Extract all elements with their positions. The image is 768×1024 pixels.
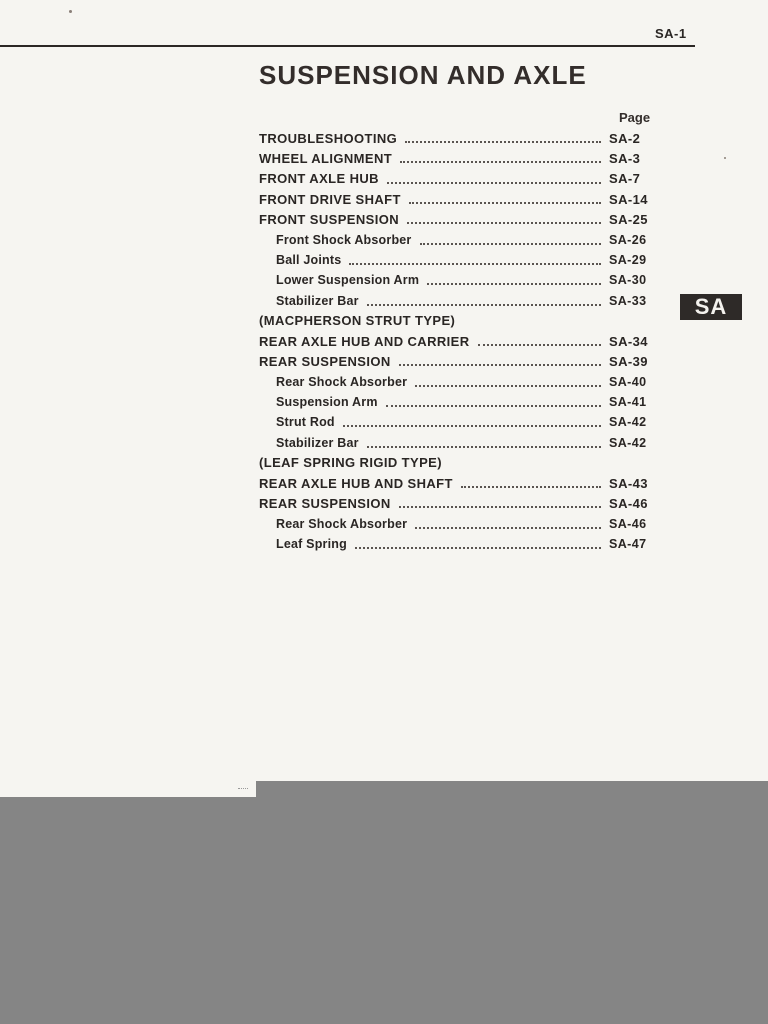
toc-dot-leader bbox=[386, 405, 601, 407]
page-number: SA-1 bbox=[655, 26, 687, 41]
toc-entry-page: SA-43 bbox=[609, 475, 648, 491]
toc-entry-page: SA-39 bbox=[609, 353, 648, 369]
toc-entry-label: Leaf Spring bbox=[276, 537, 347, 552]
toc-dot-leader bbox=[367, 446, 601, 448]
toc-entry-label: TROUBLESHOOTING bbox=[259, 130, 398, 146]
toc-entry-page: SA-25 bbox=[609, 211, 648, 227]
toc-entry-page: SA-7 bbox=[609, 171, 641, 187]
toc-entry-label: FRONT AXLE HUB bbox=[259, 171, 379, 187]
toc-entry-label: REAR SUSPENSION bbox=[259, 353, 391, 369]
toc-dot-leader bbox=[478, 344, 601, 346]
toc-entry[interactable] bbox=[259, 514, 669, 534]
toc-entry-label: Suspension Arm bbox=[276, 395, 378, 409]
toc-group-heading bbox=[259, 311, 669, 331]
toc-entry[interactable] bbox=[259, 432, 669, 452]
section-tab[interactable]: SA bbox=[680, 294, 742, 320]
toc-dot-leader bbox=[409, 202, 601, 204]
toc-entry[interactable] bbox=[259, 331, 669, 351]
toc-dot-leader bbox=[461, 486, 601, 488]
toc-entry-page: SA-46 bbox=[609, 516, 647, 531]
toc-group-heading bbox=[259, 453, 669, 473]
toc-entry-label: FRONT DRIVE SHAFT bbox=[259, 191, 401, 207]
toc-entry-page: SA-34 bbox=[609, 333, 648, 349]
toc-entry-label: Rear Shock Absorber bbox=[276, 374, 408, 389]
toc-entry-label: Strut Rod bbox=[276, 415, 335, 430]
toc-entry-page: SA-46 bbox=[609, 495, 648, 511]
page-column-header: Page bbox=[619, 110, 651, 125]
toc-dot-leader bbox=[399, 506, 601, 508]
toc-dot-leader bbox=[415, 385, 601, 387]
toc-dot-leader bbox=[400, 161, 601, 163]
toc-entry-page: SA-41 bbox=[609, 395, 647, 409]
toc-entry-page: SA-29 bbox=[609, 252, 647, 267]
toc-dot-leader bbox=[420, 243, 602, 245]
toc-dot-leader bbox=[427, 283, 601, 285]
toc-entry-label: Ball Joints bbox=[276, 252, 342, 267]
toc-entry-page: SA-42 bbox=[609, 435, 647, 450]
toc-entry-page: SA-42 bbox=[609, 415, 647, 430]
section-title: SUSPENSION AND AXLE bbox=[259, 60, 587, 90]
table-of-contents bbox=[259, 128, 669, 554]
toc-entry[interactable] bbox=[259, 229, 669, 249]
toc-entry-page: SA-2 bbox=[609, 130, 641, 146]
toc-entry-label: Front Shock Absorber bbox=[276, 232, 412, 247]
toc-dot-leader bbox=[355, 547, 601, 549]
toc-entry[interactable] bbox=[259, 351, 669, 371]
toc-entry[interactable] bbox=[259, 493, 669, 513]
toc-entry[interactable] bbox=[259, 290, 669, 310]
toc-entry-label: REAR SUSPENSION bbox=[259, 495, 391, 511]
toc-entry-label: REAR AXLE HUB AND CARRIER bbox=[259, 333, 470, 349]
scan-speck bbox=[69, 10, 72, 13]
toc-entry-page: SA-30 bbox=[609, 273, 647, 288]
toc-entry[interactable] bbox=[259, 473, 669, 493]
toc-dot-leader bbox=[415, 527, 601, 529]
toc-dot-leader bbox=[399, 364, 601, 366]
scan-speck bbox=[724, 157, 726, 159]
toc-entry[interactable] bbox=[259, 412, 669, 432]
toc-entry-page: SA-3 bbox=[609, 150, 641, 166]
toc-entry[interactable] bbox=[259, 169, 669, 189]
toc-entry[interactable] bbox=[259, 372, 669, 392]
toc-entry[interactable] bbox=[259, 189, 669, 209]
toc-dot-leader bbox=[405, 141, 601, 143]
toc-entry-label: (LEAF SPRING RIGID TYPE) bbox=[259, 455, 442, 471]
toc-entry-label: FRONT SUSPENSION bbox=[259, 211, 400, 227]
toc-dot-leader bbox=[387, 182, 601, 184]
toc-entry-page: SA-26 bbox=[609, 232, 647, 247]
toc-entry[interactable] bbox=[259, 148, 669, 168]
toc-dot-leader bbox=[349, 263, 601, 265]
toc-dot-leader bbox=[367, 304, 601, 306]
toc-entry-label: Stabilizer Bar bbox=[276, 293, 359, 308]
toc-entry[interactable] bbox=[259, 270, 669, 290]
toc-entry[interactable] bbox=[259, 250, 669, 270]
toc-dot-leader bbox=[407, 222, 601, 224]
toc-entry-page: SA-14 bbox=[609, 191, 648, 207]
toc-entry[interactable] bbox=[259, 534, 669, 554]
toc-entry[interactable] bbox=[259, 392, 669, 412]
scan-mark bbox=[238, 788, 248, 795]
toc-entry[interactable] bbox=[259, 209, 669, 229]
toc-entry-label: Lower Suspension Arm bbox=[276, 273, 420, 288]
toc-entry-label: Stabilizer Bar bbox=[276, 435, 359, 450]
toc-entry-label: (MACPHERSON STRUT TYPE) bbox=[259, 313, 456, 329]
toc-entry-page: SA-33 bbox=[609, 293, 647, 308]
toc-entry-page: SA-40 bbox=[609, 374, 647, 389]
header-rule bbox=[0, 45, 695, 47]
toc-entry[interactable] bbox=[259, 128, 669, 148]
scan-background bbox=[0, 797, 768, 1024]
toc-entry-label: REAR AXLE HUB AND SHAFT bbox=[259, 475, 453, 491]
toc-dot-leader bbox=[343, 425, 601, 427]
toc-entry-page: SA-47 bbox=[609, 537, 647, 552]
toc-entry-label: WHEEL ALIGNMENT bbox=[259, 150, 393, 166]
toc-entry-label: Rear Shock Absorber bbox=[276, 516, 408, 531]
